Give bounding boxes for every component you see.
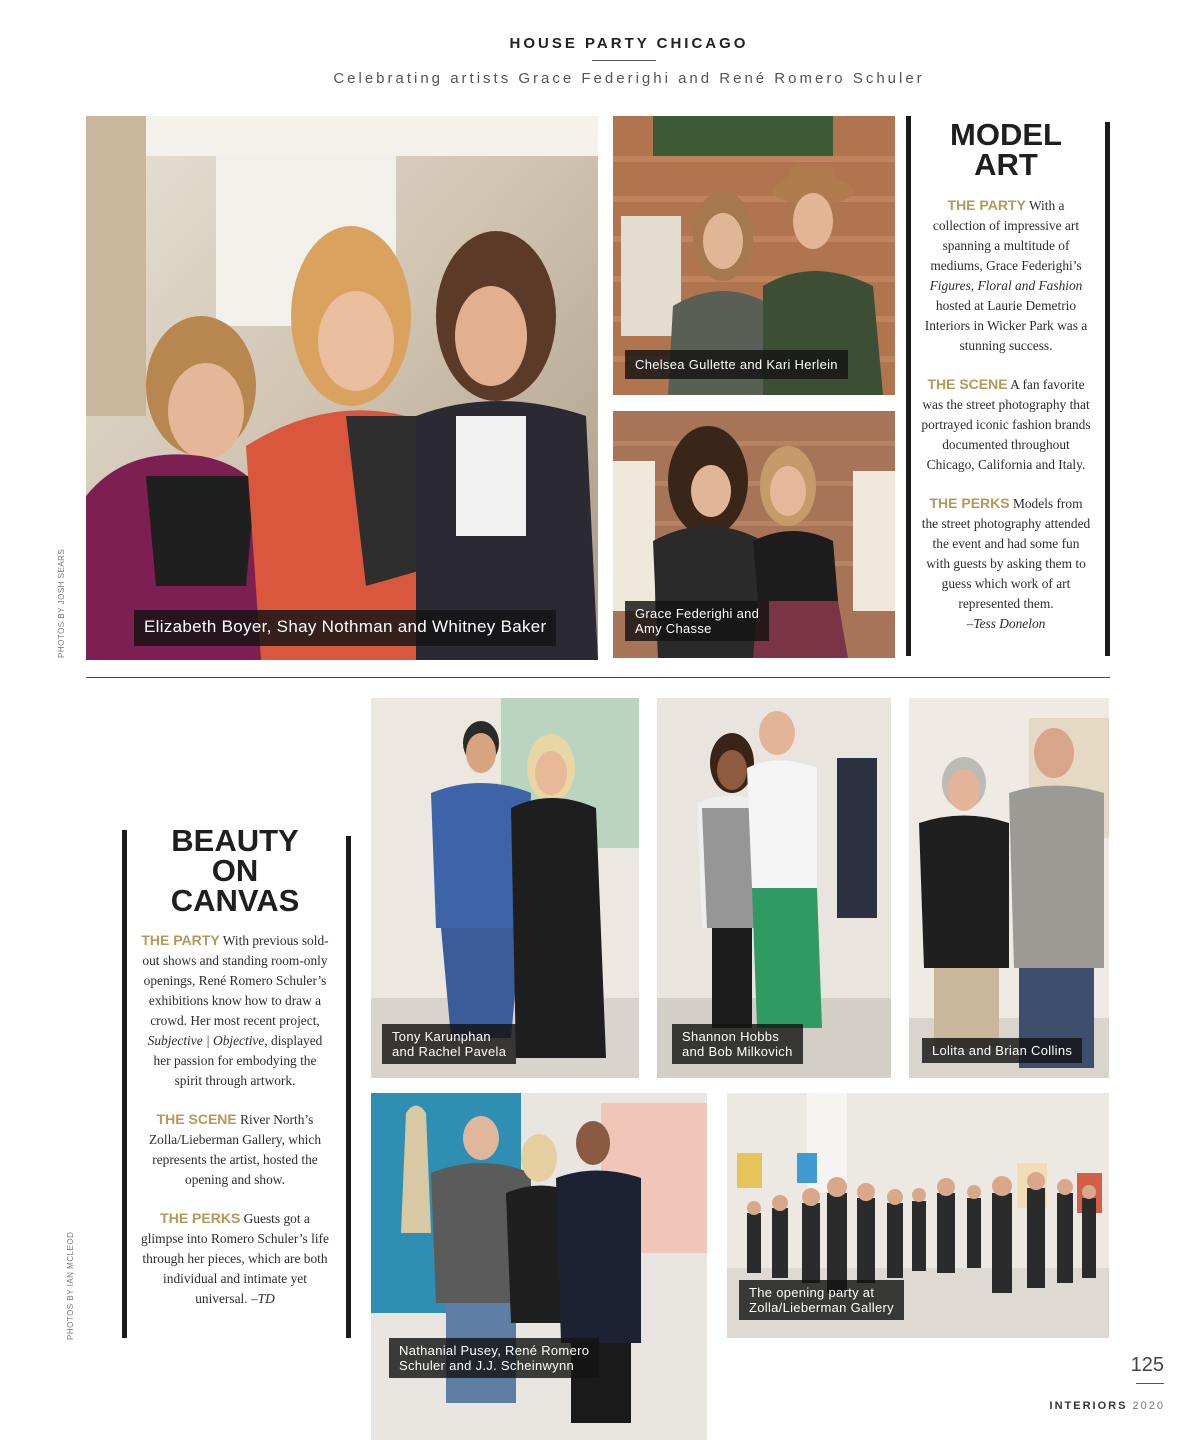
scene-text: A fan favorite was the street photography that portrayed iconic fashion brands documented throughout Chicago, California and Italy. xyxy=(921,377,1091,472)
photo-credit-top: PHOTOS BY JOSH SEARS xyxy=(57,548,66,658)
sidebar-rule-right xyxy=(346,836,351,1338)
magazine-footer xyxy=(1000,1400,1165,1412)
magazine-year: 2020 xyxy=(1132,1400,1165,1412)
sidebar-perks-paragraph xyxy=(920,493,1092,634)
photo-lolita-brian-collins xyxy=(909,698,1109,1078)
byline: –Tess Donelon xyxy=(966,616,1046,631)
sidebar-beauty-on-canvas xyxy=(140,823,330,1309)
magazine-name: INTERIORS xyxy=(1049,1400,1128,1412)
photo-federighi-chasse xyxy=(613,411,895,658)
title-underline xyxy=(592,60,656,61)
page-number-rule xyxy=(1136,1383,1164,1384)
kicker-the-scene: THE SCENE xyxy=(927,376,1008,392)
photo-caption: Chelsea Gullette and Kari Herlein xyxy=(625,350,848,379)
section-subtitle: Celebrating artists Grace Federighi and René Romero Schuler xyxy=(333,70,925,87)
photo-pusey-schuler-scheinwynn xyxy=(371,1093,707,1440)
party-text-title: Figures, Floral and Fashion xyxy=(929,278,1083,293)
photo-boyer-nothman-baker xyxy=(86,116,598,660)
page-number: 125 xyxy=(1130,1354,1164,1376)
kicker-the-perks: THE PERKS xyxy=(160,1210,241,1226)
photo-caption: Elizabeth Boyer, Shay Nothman and Whitney Baker xyxy=(134,610,556,646)
sidebar-scene-paragraph xyxy=(140,1109,330,1190)
party-text-title: Subjective | Objective, xyxy=(147,1033,268,1048)
party-text-a: With previous sold-out shows and standing room-only openings, René Romero Schuler’s exhibitions know how to draw a crowd. Her most recent project, xyxy=(142,933,329,1028)
sidebar-rule-left xyxy=(122,830,127,1338)
sidebar-heading-line2: ART xyxy=(974,147,1038,182)
kicker-the-party: THE PARTY xyxy=(947,197,1026,213)
photo-caption: Grace Federighi and Amy Chasse xyxy=(625,601,769,641)
photo-gullette-herlein xyxy=(613,116,895,395)
photo-hobbs-milkovich xyxy=(657,698,891,1078)
sidebar-model-art xyxy=(920,117,1092,634)
photo-caption: The opening party at Zolla/Lieberman Gallery xyxy=(739,1280,904,1320)
scene-text: River North’s Zolla/Lieberman Gallery, which represents the artist, hosted the opening and show. xyxy=(148,1112,322,1187)
sidebar-scene-paragraph xyxy=(920,374,1092,475)
sidebar-heading-line2: ON xyxy=(211,853,259,888)
photo-caption: Shannon Hobbs and Bob Milkovich xyxy=(672,1024,803,1064)
section-divider xyxy=(86,677,1110,678)
sidebar-perks-paragraph xyxy=(140,1208,330,1309)
party-text-a: With a collection of impressive art spanning a multitude of mediums, Grace Federighi’s xyxy=(930,198,1082,273)
sidebar-party-paragraph xyxy=(140,930,330,1091)
sidebar-heading-line1: BEAUTY xyxy=(171,823,299,858)
photo-caption: Nathanial Pusey, René Romero Schuler and J.J. Scheinwynn xyxy=(389,1338,599,1378)
sidebar-party-paragraph xyxy=(920,195,1092,356)
photo-caption: Tony Karunphan and Rachel Pavela xyxy=(382,1024,516,1064)
photo-karunphan-pavela xyxy=(371,698,639,1078)
photo-caption: Lolita and Brian Collins xyxy=(922,1038,1082,1063)
sidebar-heading-line3: CANVAS xyxy=(170,883,300,918)
kicker-the-perks: THE PERKS xyxy=(929,495,1010,511)
kicker-the-party: THE PARTY xyxy=(141,932,220,948)
sidebar-rule-left xyxy=(906,116,911,656)
kicker-the-scene: THE SCENE xyxy=(156,1111,237,1127)
section-title: HOUSE PARTY CHICAGO xyxy=(509,35,749,52)
party-text-b: hosted at Laurie Demetrio Interiors in Wicker Park was a stunning success. xyxy=(924,298,1088,353)
party-text-b: displayed her passion for embodying the spirit through artwork. xyxy=(153,1033,323,1088)
perks-text: Guests got a glimpse into Romero Schuler’s life through her pieces, which are both individual and intimate yet universal. xyxy=(141,1211,329,1306)
photo-credit-bottom: PHOTOS BY IAN MCLEOD xyxy=(66,1231,75,1340)
sidebar-rule-right xyxy=(1105,122,1110,656)
byline: –TD xyxy=(250,1291,275,1306)
perks-text: Models from the street photography attended the event and had some fun with guests by asking them to guess which work of art represented them. xyxy=(921,496,1091,611)
sidebar-heading-line1: MODEL xyxy=(950,117,1062,152)
photo-opening-party-gallery xyxy=(727,1093,1109,1338)
